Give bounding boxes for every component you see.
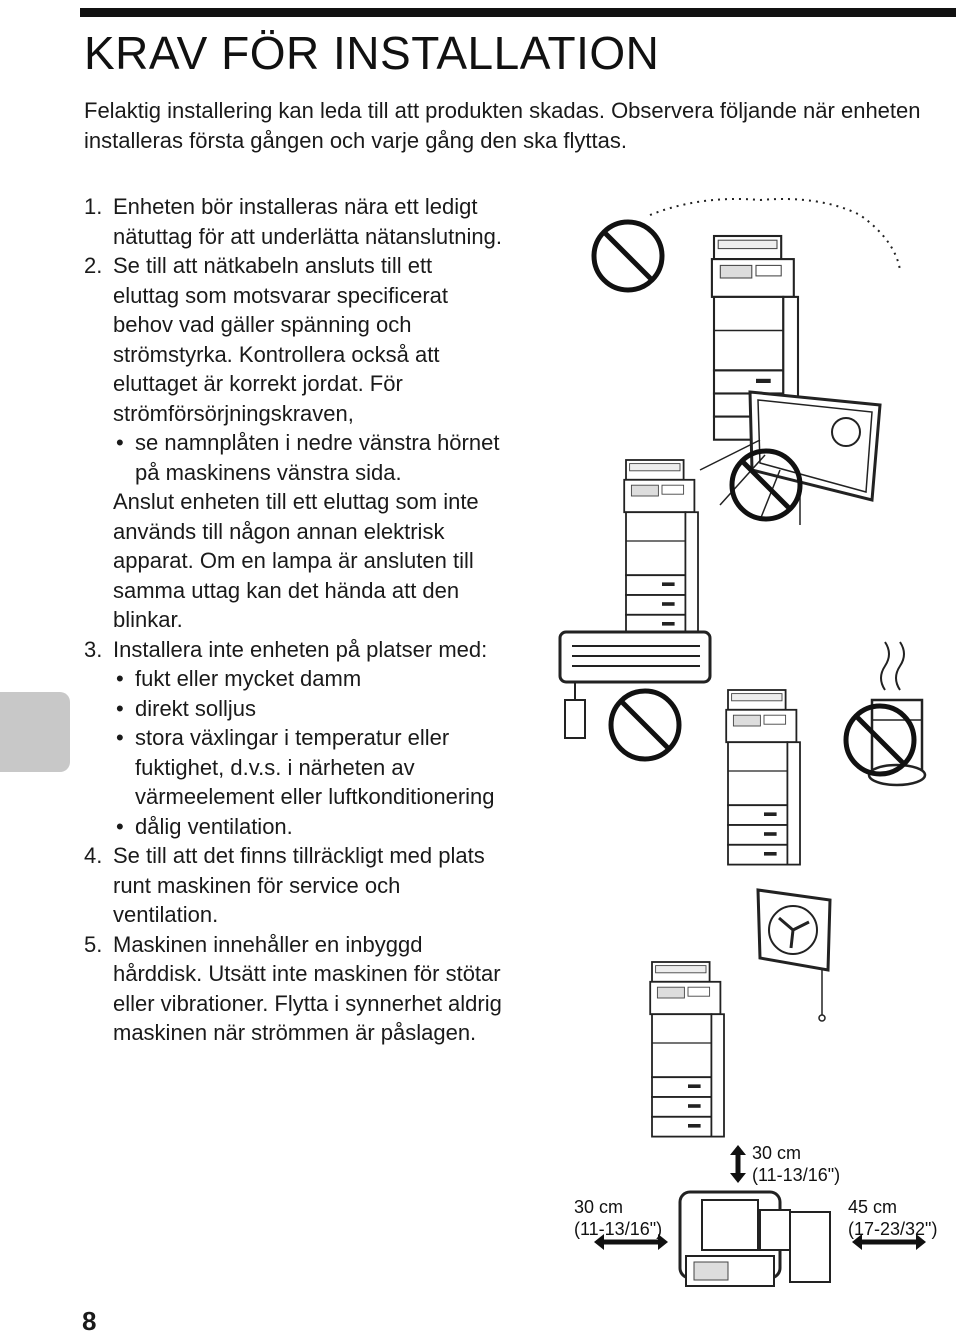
air-conditioner-scene — [560, 632, 800, 865]
bullet-text: fukt eller mycket damm — [135, 666, 362, 691]
page-number: 8 — [82, 1306, 97, 1336]
intro-paragraph: Felaktig installering kan leda till att produkten skadas. Observera följande när enheten installeras första gången och varje gång den ska flyttas. — [84, 98, 921, 153]
clearance-top-imperial: (11-13/16") — [752, 1165, 841, 1185]
sunlight-scene — [624, 392, 880, 635]
clearance-right-imperial: (17-23/32") — [848, 1219, 938, 1239]
clearance-right-label — [848, 1196, 937, 1240]
item-text-continued: Anslut enheten till ett eluttag som inte används till någon annan elektrisk apparat. Om en lampa är ansluten till samma uttag kan det hända att den blinkar. — [113, 489, 479, 632]
bullet-icon: • — [116, 725, 124, 750]
bullet-text: direkt solljus — [135, 695, 257, 721]
clearance-left-imperial: (11-13/16") — [574, 1219, 663, 1239]
item-text: Installera inte enheten på platser med: — [113, 636, 488, 662]
bullet-text: se namnplåten i nedre vänstra hörnet på maskinens vänstra sida. — [135, 430, 500, 485]
page-title: KRAV FÖR INSTALLATION — [84, 27, 660, 79]
item-text: Enheten bör installeras nära ett ledigt nätuttag för att underlätta nätanslutning. — [113, 194, 502, 249]
item-number: 1. — [84, 194, 103, 219]
bullet-icon: • — [116, 666, 124, 691]
item-number: 4. — [84, 843, 103, 868]
item-text: Maskinen innehåller en inbyggd hårddisk. Utsätt inte maskinen för stötar eller vibrationer. Flytta i synnerhet aldrig maskinen när strömmen är påslagen. — [113, 931, 502, 1045]
bullet-text: dålig ventilation. — [135, 813, 293, 839]
item-number: 3. — [84, 636, 103, 662]
clearance-top-label — [752, 1142, 840, 1186]
clearance-left-label — [574, 1196, 662, 1240]
bullet-icon: • — [116, 430, 124, 455]
bullet-text: stora växlingar i temperatur eller fuktighet, d.v.s. i närheten av värmeelement eller luftkonditionering — [135, 725, 495, 809]
heater-scene — [846, 642, 925, 785]
bullet-icon: • — [116, 813, 124, 839]
item-text: Se till att nätkabeln ansluts till ett eluttag som motsvarar specificerat behov vad gäller spänning och strömstyrka. Kontrollera också att eluttaget är korrekt jordat. För strömförsörjningskraven, — [113, 253, 449, 426]
clearance-right-value: 45 cm — [848, 1197, 898, 1217]
item-text: Se till att det finns tillräckligt med plats runt maskinen för service och ventilation. — [113, 843, 485, 927]
clearance-top-value: 30 cm — [752, 1143, 802, 1163]
clearance-left-value: 30 cm — [574, 1197, 624, 1217]
item-number: 2. — [84, 253, 103, 278]
ventilation-scene — [650, 890, 830, 1137]
bullet-icon: • — [116, 695, 124, 721]
item-number: 5. — [84, 931, 103, 957]
